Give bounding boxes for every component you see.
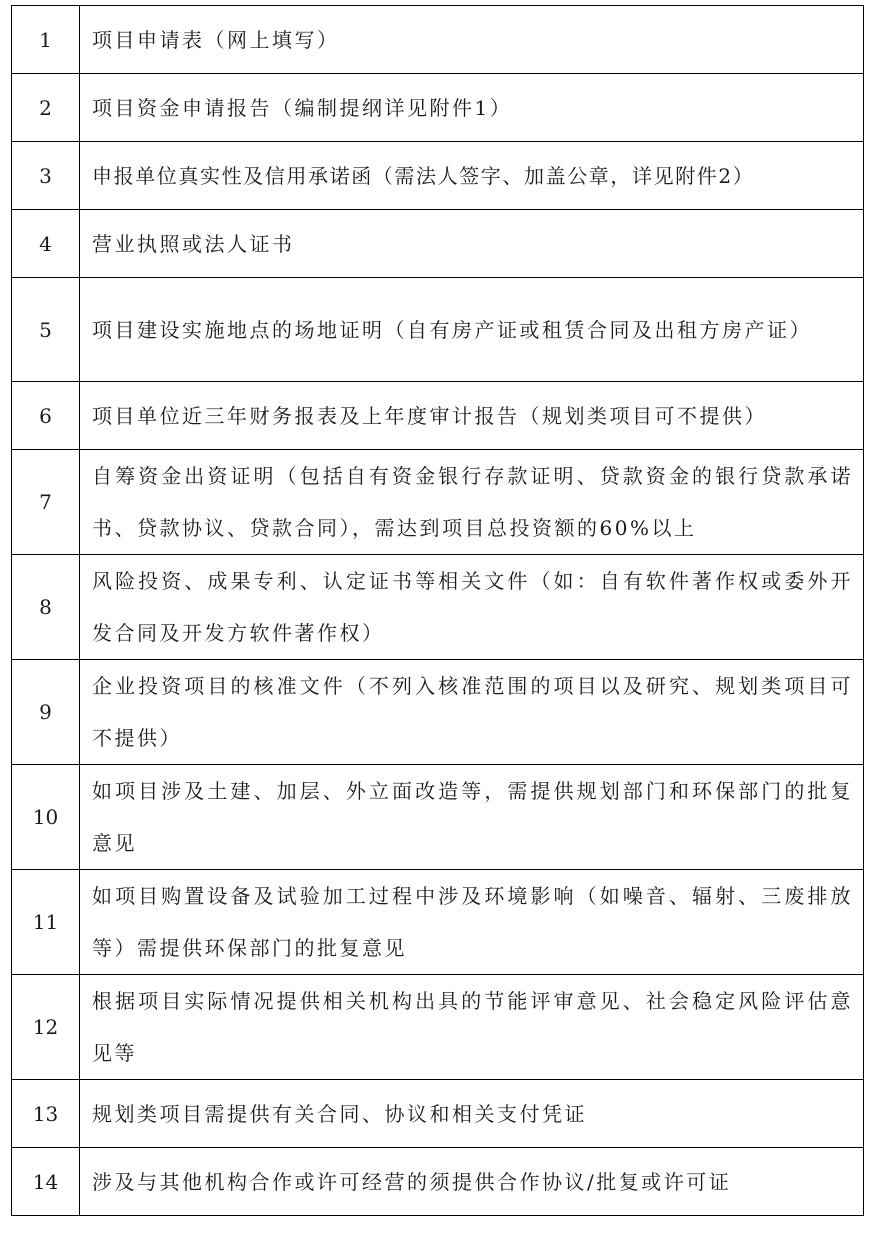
row-text: 如项目涉及土建、加层、外立面改造等，需提供规划部门和环保部门的批复意见 — [80, 765, 864, 870]
table-row — [12, 870, 864, 975]
row-number: 6 — [12, 382, 80, 450]
row-number: 13 — [12, 1080, 80, 1148]
table-row — [12, 1148, 864, 1216]
table-row — [12, 450, 864, 555]
row-text: 如项目购置设备及试验加工过程中涉及环境影响（如噪音、辐射、三废排放等）需提供环保部门的批复意见 — [80, 870, 864, 975]
row-text: 涉及与其他机构合作或许可经营的须提供合作协议/批复或许可证 — [80, 1148, 864, 1216]
row-text: 风险投资、成果专利、认定证书等相关文件（如：自有软件著作权或委外开发合同及开发方软件著作权） — [80, 555, 864, 660]
row-number: 2 — [12, 74, 80, 142]
row-number: 3 — [12, 142, 80, 210]
table-row — [12, 210, 864, 278]
row-text: 项目申请表（网上填写） — [80, 6, 864, 74]
table-row — [12, 660, 864, 765]
row-text: 申报单位真实性及信用承诺函（需法人签字、加盖公章，详见附件2） — [80, 142, 864, 210]
row-text: 营业执照或法人证书 — [80, 210, 864, 278]
table-row — [12, 1080, 864, 1148]
row-number: 14 — [12, 1148, 80, 1216]
row-text: 项目资金申请报告（编制提纲详见附件1） — [80, 74, 864, 142]
table-row — [12, 555, 864, 660]
row-text: 自筹资金出资证明（包括自有资金银行存款证明、贷款资金的银行贷款承诺书、贷款协议、贷款合同），需达到项目总投资额的60%以上 — [80, 450, 864, 555]
row-text: 根据项目实际情况提供相关机构出具的节能评审意见、社会稳定风险评估意见等 — [80, 975, 864, 1080]
row-number: 11 — [12, 870, 80, 975]
table-row — [12, 382, 864, 450]
row-number: 10 — [12, 765, 80, 870]
row-number: 1 — [12, 6, 80, 74]
table-row — [12, 142, 864, 210]
row-number: 8 — [12, 555, 80, 660]
table-row — [12, 278, 864, 382]
row-text: 企业投资项目的核准文件（不列入核准范围的项目以及研究、规划类项目可不提供） — [80, 660, 864, 765]
row-number: 12 — [12, 975, 80, 1080]
table-row — [12, 74, 864, 142]
row-number: 9 — [12, 660, 80, 765]
row-number: 4 — [12, 210, 80, 278]
row-text: 规划类项目需提供有关合同、协议和相关支付凭证 — [80, 1080, 864, 1148]
materials-table — [11, 5, 864, 1216]
row-number: 5 — [12, 278, 80, 382]
table-row — [12, 975, 864, 1080]
table-row — [12, 765, 864, 870]
table-row — [12, 6, 864, 74]
row-number: 7 — [12, 450, 80, 555]
row-text: 项目建设实施地点的场地证明（自有房产证或租赁合同及出租方房产证） — [80, 278, 864, 382]
row-text: 项目单位近三年财务报表及上年度审计报告（规划类项目可不提供） — [80, 382, 864, 450]
